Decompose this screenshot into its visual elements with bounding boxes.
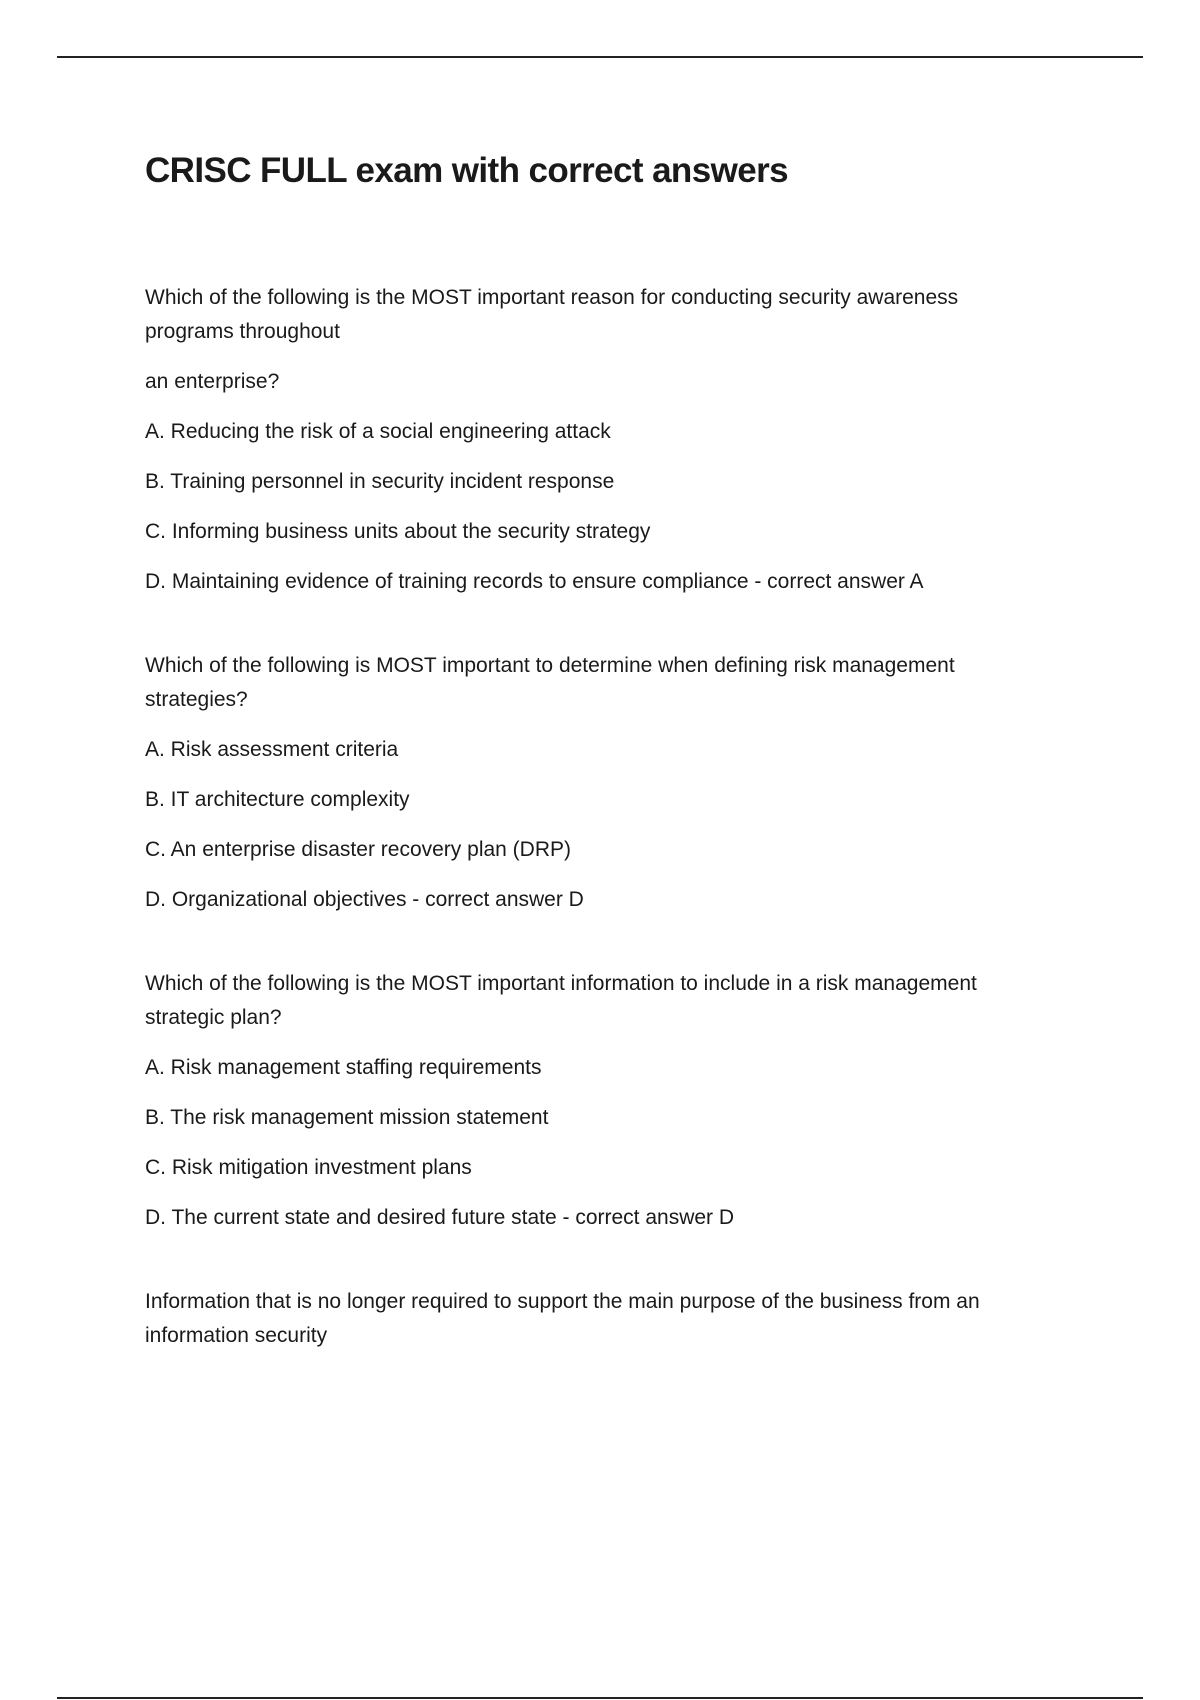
answer-option: C. Informing business units about the security strategy (145, 520, 651, 543)
answer-option: D. Organizational objectives - correct answer D (145, 888, 584, 911)
answer-options (145, 733, 1065, 917)
question-block (145, 281, 1065, 599)
question-continuation: an enterprise? (145, 370, 280, 393)
answer-option: D. The current state and desired future state - correct answer D (145, 1206, 735, 1229)
document-body (145, 148, 1065, 1369)
answer-option: A. Risk management staffing requirements (145, 1056, 542, 1079)
answer-option: D. Maintaining evidence of training records to ensure compliance - correct answer A (145, 570, 924, 593)
answer-option: B. IT architecture complexity (145, 788, 410, 811)
answer-options (145, 1051, 1065, 1235)
answer-option: A. Reducing the risk of a social engineering attack (145, 420, 611, 443)
question-block (145, 1285, 1065, 1353)
question-line: strategic plan? (145, 1006, 282, 1029)
bottom-rule (57, 1697, 1143, 1699)
question-line: programs throughout (145, 320, 340, 343)
question-line: Which of the following is the MOST important information to include in a risk management (145, 972, 977, 995)
question-line: Which of the following is MOST important to determine when defining risk management (145, 654, 955, 677)
question-line: information security (145, 1324, 328, 1347)
question-block (145, 967, 1065, 1235)
answer-option: B. Training personnel in security incident response (145, 470, 615, 493)
question-text (145, 1285, 1065, 1353)
question-text (145, 281, 1065, 349)
answer-option: B. The risk management mission statement (145, 1106, 549, 1129)
question-text (145, 967, 1065, 1035)
answer-options (145, 415, 1065, 599)
top-rule (57, 56, 1143, 58)
question-line: strategies? (145, 688, 248, 711)
document-title: CRISC FULL exam with correct answers (145, 151, 788, 190)
question-line: Which of the following is the MOST important reason for conducting security awareness (145, 286, 959, 309)
answer-option: C. Risk mitigation investment plans (145, 1156, 472, 1179)
question-line: Information that is no longer required to support the main purpose of the business from an (145, 1290, 980, 1313)
question-text (145, 649, 1065, 717)
answer-option: A. Risk assessment criteria (145, 738, 399, 761)
answer-option: C. An enterprise disaster recovery plan (DRP) (145, 838, 571, 861)
question-block (145, 649, 1065, 917)
